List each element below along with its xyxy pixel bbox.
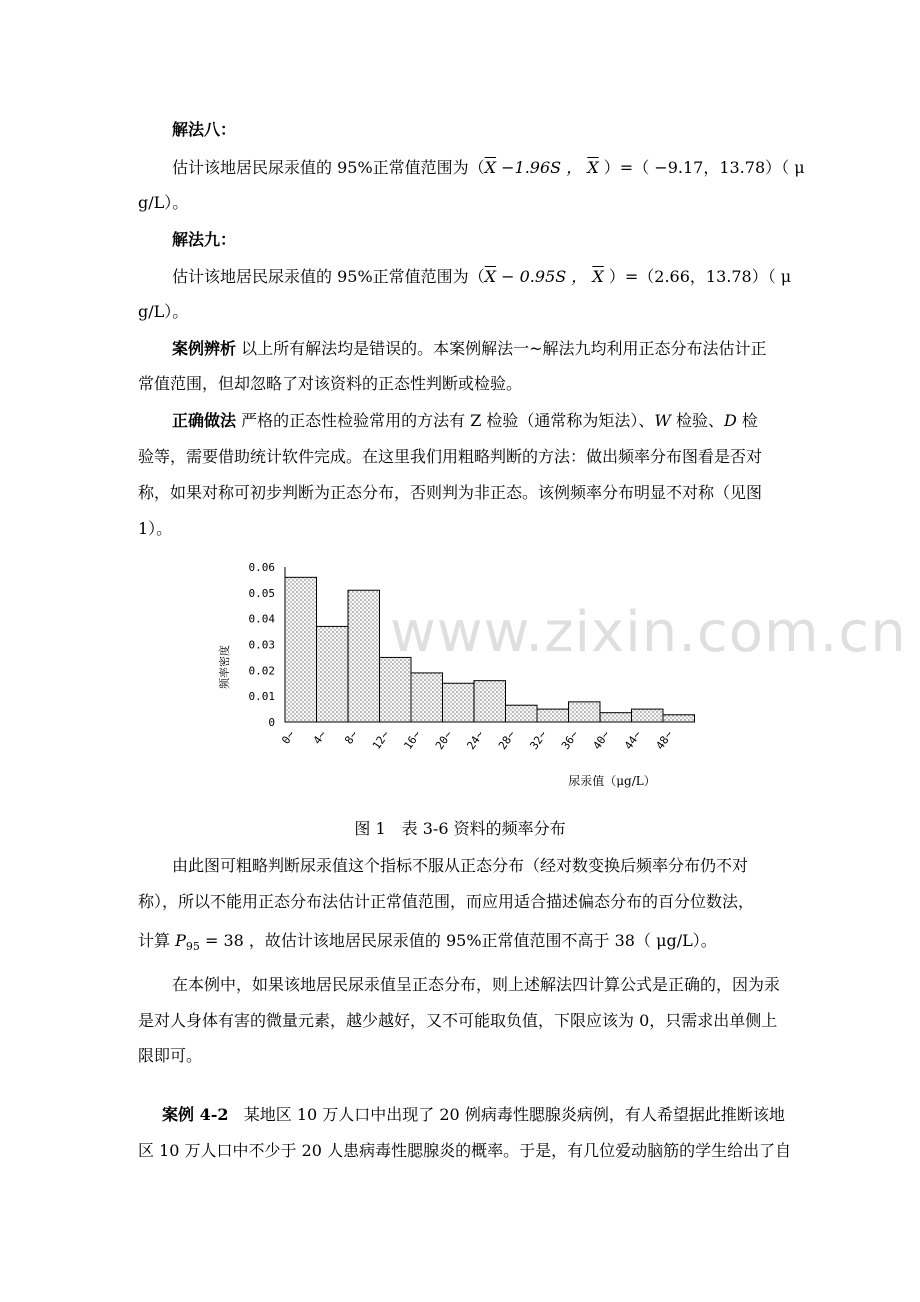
bar-20~ <box>443 683 475 722</box>
method8-line1 <box>138 157 805 179</box>
x-tick-label: 20~ <box>432 728 455 753</box>
conclusion-line3 <box>138 930 788 958</box>
xbar-symbol: $\overline{X}$ <box>592 267 604 286</box>
correct-text-c: 检 <box>736 411 758 430</box>
x-tick-label: 44~ <box>621 728 644 753</box>
conclusion-line2: 称），所以不能用正态分布法估计正常值范围，而应用适合描述偏态分布的百分位数法， <box>138 892 755 911</box>
x-tick-labels <box>279 728 675 752</box>
xbar-symbol: $\overline{X}$ <box>484 267 497 286</box>
analysis-text: 以上所有解法均是错误的。本案例解法一~解法九均利用正态分布法估计正 <box>241 339 767 358</box>
bar-8~ <box>348 590 380 722</box>
x-tick-label: 4~ <box>310 728 329 747</box>
p-symbol: P <box>175 931 186 950</box>
bar-0~ <box>285 577 317 722</box>
bar-24~ <box>474 681 506 722</box>
w-symbol: W <box>654 411 671 430</box>
note-line1: 在本例中，如果该地居民尿汞值呈正态分布，则上述解法四计算公式是正确的，因为汞 <box>172 975 781 994</box>
x-tick-label: 28~ <box>495 728 518 753</box>
correct-line1 <box>138 410 788 432</box>
correct-label: 正确做法 <box>172 411 237 430</box>
bar-36~ <box>569 702 601 722</box>
x-axis-label: 尿汞值（μg/L） <box>568 774 656 788</box>
y-axis-label: 频率密度 <box>218 645 231 689</box>
bar-16~ <box>411 673 443 722</box>
method9-heading: 解法九： <box>172 230 237 249</box>
bar-28~ <box>506 705 538 722</box>
x-tick-label: 32~ <box>527 728 550 753</box>
correct-line3: 称，如果对称可初步判断为正态分布，否则判为非正态。该例频率分布明显不对称（见图 <box>138 483 763 502</box>
case42-line2: 区 10 万人口中不少于 20 人患病毒性腮腺炎的概率。于是，有几位爱动脑筋的学生给出了自 <box>138 1141 792 1160</box>
y-tick-label: 0.05 <box>248 586 275 600</box>
method8-heading: 解法八： <box>172 120 237 139</box>
analysis-label: 案例辨析 <box>172 339 237 358</box>
x-tick-label: 16~ <box>401 728 424 753</box>
method8-line1-pre: 估计该地居民尿汞值的 95%正常值范围为（ <box>172 158 485 177</box>
figure-caption: 图 1 表 3-6 资料的频率分布 <box>354 819 566 838</box>
method9-line1-post: ）=（2.66，13.78）（ μ <box>603 267 792 286</box>
x-tick-label: 36~ <box>558 728 581 753</box>
method8-line1-post: ）=（ −9.17，13.78）（ μ <box>598 158 805 177</box>
conclusion-line3-pre: 计算 <box>138 931 176 950</box>
d-symbol: D <box>723 411 737 430</box>
method9-formula: − 0.95S ， <box>496 267 588 286</box>
analysis-line2: 常值范围，但却忽略了对该资料的正态性判断或检验。 <box>138 374 523 393</box>
x-tick-label: 12~ <box>369 728 392 753</box>
conclusion-line3-post: = 38 ，故估计该地居民尿汞值的 95%正常值范围不高于 38（ μg/L）。 <box>199 931 717 950</box>
case42-text: 某地区 10 万人口中出现了 20 例病毒性腮腺炎病例，有人希望据此推断该地 <box>243 1105 785 1124</box>
y-tick-label: 0.01 <box>248 690 275 704</box>
y-tick-label: 0.04 <box>248 612 275 626</box>
correct-text-b: 检验、 <box>670 411 724 430</box>
case42-line1 <box>162 1104 812 1126</box>
method8-formula: −1.96S ， <box>496 158 583 177</box>
histogram-chart <box>200 555 720 800</box>
y-tick-label: 0.06 <box>248 561 275 574</box>
bar-48~ <box>663 715 695 722</box>
x-tick-label: 48~ <box>653 728 676 753</box>
x-tick-label: 40~ <box>590 728 613 753</box>
p-subscript: 95 <box>185 940 200 954</box>
correct-line4: 1）。 <box>138 519 173 538</box>
y-tick-labels <box>249 561 276 729</box>
bar-12~ <box>380 657 412 722</box>
x-tick-label: 8~ <box>342 728 361 747</box>
bar-44~ <box>632 709 664 722</box>
note-line2: 是对人身体有害的微量元素，越少越好，又不可能取负值，下限应该为 0，只需求出单侧上 <box>138 1011 778 1030</box>
x-tick-label: 24~ <box>464 728 487 753</box>
analysis-line1 <box>138 338 788 360</box>
note-line3: 限即可。 <box>138 1046 203 1065</box>
bar-40~ <box>600 713 632 722</box>
correct-line2: 验等，需要借助统计软件完成。在这里我们用粗略判断的方法：做出频率分布图看是否对 <box>138 447 763 466</box>
xbar-symbol: $\overline{X}$ <box>587 158 599 177</box>
method9-line1-pre: 估计该地居民尿汞值的 95%正常值范围为（ <box>172 267 485 286</box>
watermark: www.zixin.com.cn <box>390 600 907 665</box>
conclusion-line1: 由此图可粗略判断尿汞值这个指标不服从正态分布（经对数变换后频率分布仍不对 <box>172 856 749 875</box>
correct-text-a: 严格的正态性检验常用的方法有 Z 检验（通常称为矩法）、 <box>241 411 655 430</box>
method8-line2: g/L）。 <box>138 193 189 212</box>
y-tick-label: 0 <box>268 716 275 729</box>
x-tick-label: 0~ <box>279 728 298 747</box>
bar-32~ <box>537 709 569 722</box>
method9-line1 <box>138 266 792 288</box>
y-tick-label: 0.03 <box>248 638 275 652</box>
xbar-symbol: $\overline{X}$ <box>484 158 497 177</box>
y-tick-label: 0.02 <box>248 664 275 678</box>
bar-4~ <box>317 626 349 722</box>
case42-label: 案例 4-2 <box>162 1105 229 1124</box>
method9-line2: g/L）。 <box>138 302 189 321</box>
